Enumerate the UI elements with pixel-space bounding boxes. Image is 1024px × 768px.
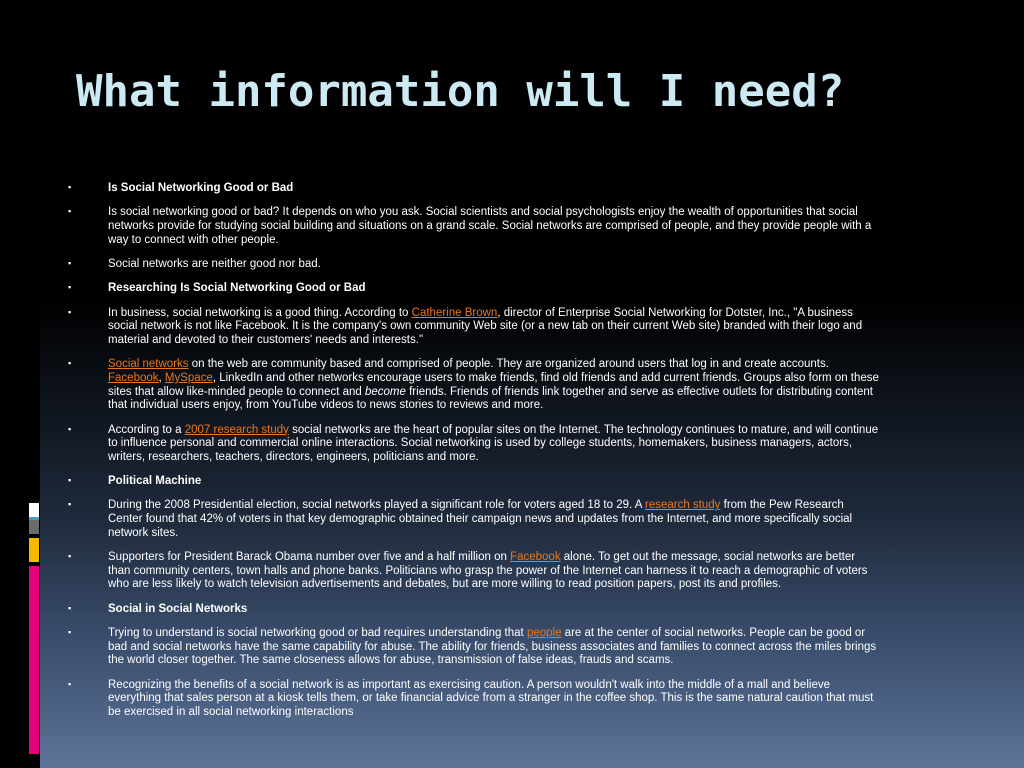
text-segment: , director of Enterprise Social Networking for Dotster, Inc., "A business social network is not like Facebook. It is the company's own community Web site (or a new tab on their current Web site) branded with their logo and material and devoted to their customers' needs and interests." <box>108 306 863 346</box>
text-segment: During the 2008 Presidential election, social networks played a significant role for voters aged 18 to 29. A <box>108 499 645 512</box>
link-people[interactable]: people <box>526 627 562 640</box>
list-item <box>68 603 880 617</box>
list-item <box>68 358 880 412</box>
list-item <box>68 679 880 720</box>
text-segment: Supporters for President Barack Obama number over five and a half million on <box>108 551 511 564</box>
link-facebook-2[interactable]: Facebook <box>510 551 561 564</box>
text-segment: friends. Friends of friends link together and serve as effective outlets for distributing content that individual users enjoy, from YouTube videos to news stories to reviews and more. <box>108 385 873 412</box>
list-item <box>68 258 880 272</box>
paragraph-text: Is social networking good or bad? It depends on who you ask. Social scientists and social psychologists enjoy the wealth of opportunities that social networks provide for studying social building and situations on a grand scale. Social networks are comprised of people, and they provide people with a way to connect with other people. <box>108 206 872 246</box>
link-2007-research-study[interactable]: 2007 research study <box>184 423 289 436</box>
text-segment: from the Pew Research Center found that 42% of voters in that key demographic obtained their campaign news and updates from the Internet, and more specifically social network sites. <box>108 499 853 539</box>
link-facebook[interactable]: Facebook <box>108 371 159 384</box>
square-bullet-icon: ▪ <box>68 306 72 317</box>
square-bullet-icon: ▪ <box>68 182 72 192</box>
text-segment: , <box>158 371 165 384</box>
link-catherine-brown[interactable]: Catherine Brown <box>411 306 498 319</box>
section-heading: Is Social Networking Good or Bad <box>108 182 294 194</box>
paragraph-text: Recognizing the benefits of a social network is as important as exercising caution. A person wouldn't walk into the middle of a mall and believe everything that sales person at a kiosk tells them, or take financial advice from a stranger in the coffee shop. This is the same natural caution that must be exercised in all social networking interactions <box>108 678 874 718</box>
square-bullet-icon: ▪ <box>68 551 72 562</box>
slide-title: What information will I need? <box>76 66 845 117</box>
square-bullet-icon: ▪ <box>68 602 72 613</box>
list-item <box>68 282 880 296</box>
text-segment: social networks are the heart of popular sites on the Internet. The technology continues to mature, and will continue to influence personal and commercial online interactions. Social networking is used by college students, homemakers, business managers, actors, writers, researchers, teachers, directors, engineers, politicians and more. <box>108 423 879 463</box>
text-segment: In business, social networking is a good thing. According to <box>108 306 412 319</box>
text-segment: According to a <box>108 423 185 436</box>
accent-bar-white <box>29 503 39 517</box>
list-item <box>68 424 880 465</box>
accent-bar-magenta <box>29 566 39 754</box>
square-bullet-icon: ▪ <box>68 499 72 510</box>
text-segment: Trying to understand is social networking good or bad requires understanding that <box>108 627 527 640</box>
paragraph-text <box>108 307 862 346</box>
list-item <box>68 627 880 668</box>
accent-bar-gray <box>29 520 39 534</box>
section-heading: Researching Is Social Networking Good or Bad <box>108 282 366 295</box>
link-social-networks[interactable]: Social networks <box>108 358 189 371</box>
emphasis-text: become <box>365 385 406 398</box>
list-item <box>68 475 880 489</box>
link-myspace[interactable]: MySpace <box>164 371 213 384</box>
accent-bars <box>29 0 39 768</box>
square-bullet-icon: ▪ <box>68 206 72 217</box>
square-bullet-icon: ▪ <box>68 627 72 638</box>
square-bullet-icon: ▪ <box>68 257 72 268</box>
paragraph-text <box>108 499 852 538</box>
accent-bar-yellow <box>29 538 39 562</box>
square-bullet-icon: ▪ <box>68 678 72 689</box>
text-segment: alone. To get out the message, social networks are better than community centers, town halls and phone banks. Politicians who grasp the power of the Internet can harness it to reach a demographic of voters who are less likely to watch television advertisements and debates, but are more willing to read position papers, post its and profiles. <box>108 551 868 591</box>
paragraph-text <box>108 627 876 666</box>
text-segment: are at the center of social networks. People can be good or bad and social networks have the same capability for abuse. The ability for friends, business associates and families to connect across the miles brings the world closer together. The same closeness allows for abuse, transmission of false ideas, frauds and scams. <box>108 627 877 667</box>
section-heading: Political Machine <box>108 475 202 488</box>
square-bullet-icon: ▪ <box>68 423 72 434</box>
list-item <box>68 499 880 540</box>
paragraph-text <box>108 424 878 463</box>
text-segment: on the web are community based and comprised of people. They are organized around users that log in and create accounts. <box>188 358 829 371</box>
square-bullet-icon: ▪ <box>68 282 72 293</box>
text-segment: , LinkedIn and other networks encourage users to make friends, find old friends and add current friends. Groups also form on these sites that allow like-minded people to connect and <box>108 371 879 398</box>
bullet-list <box>68 182 880 730</box>
list-item <box>68 206 880 247</box>
section-heading: Social in Social Networks <box>108 602 248 615</box>
list-item <box>68 551 880 592</box>
paragraph-text <box>108 358 879 411</box>
link-research-study[interactable]: research study <box>645 499 721 512</box>
paragraph-text: Social networks are neither good nor bad. <box>108 257 321 270</box>
list-item <box>68 182 880 196</box>
list-item <box>68 307 880 348</box>
square-bullet-icon: ▪ <box>68 475 72 486</box>
square-bullet-icon: ▪ <box>68 358 72 369</box>
paragraph-text <box>108 551 867 590</box>
